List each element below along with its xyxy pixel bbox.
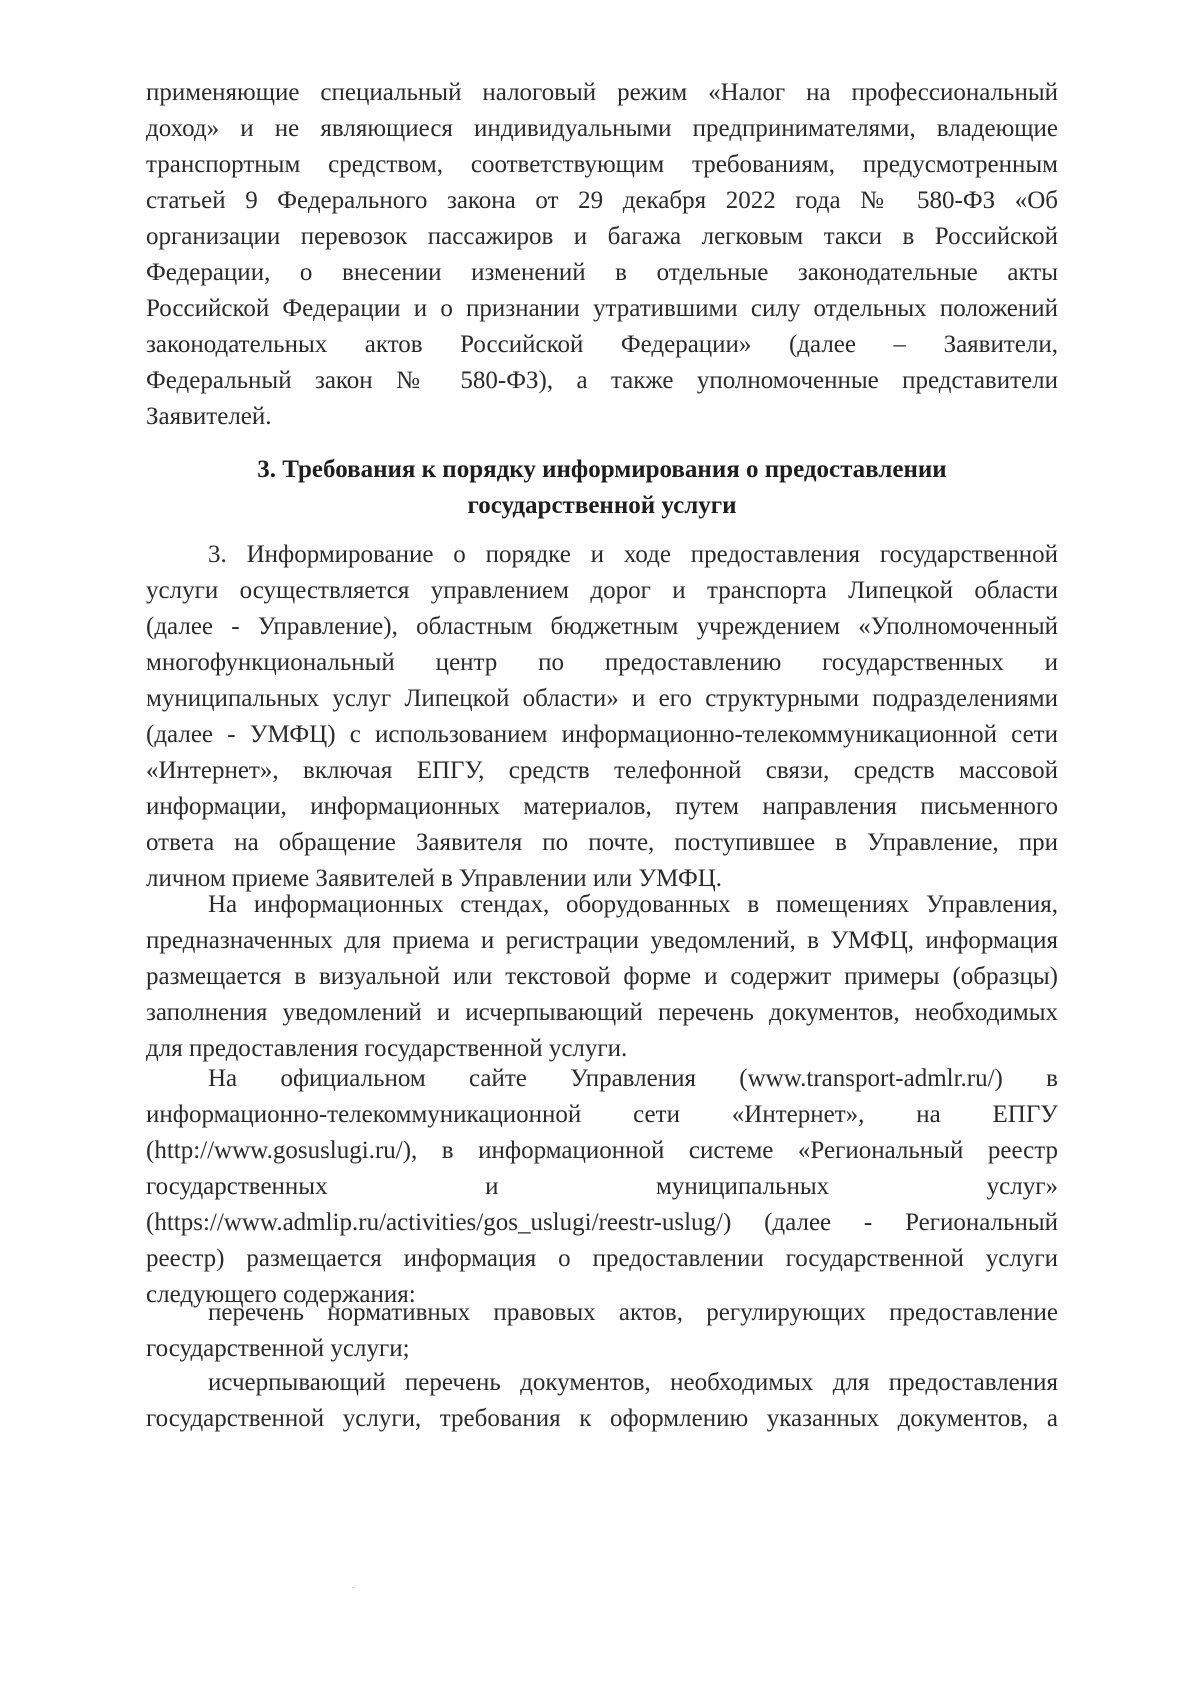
text-line: Заявителей. (146, 403, 272, 430)
text-line: 3. Информирование о порядке и ходе предоставления государственной (208, 541, 1058, 568)
text-line: следующего содержания: (146, 1281, 416, 1308)
text-line: На официальном сайте Управления (www.transport-admlr.ru/) в (208, 1065, 1058, 1092)
scan-speck (352, 1587, 355, 1588)
text-line: размещается в визуальной или текстовой форме и содержит примеры (образцы) (146, 963, 1058, 990)
text-line: На информационных стендах, оборудованных в помещениях Управления, (208, 891, 1058, 918)
text-line: законодательных актов Российской Федерации» (далее – Заявители, (146, 331, 1058, 358)
text-line: Федеральный закон № 580-ФЗ), а также уполномоченные представители (146, 367, 1058, 394)
text-line: государственных и муниципальных услуг» (146, 1173, 1058, 1200)
text-line: ответа на обращение Заявителя по почте, поступившее в Управление, при (146, 829, 1058, 856)
text-line: (далее - УМФЦ) с использованием информационно-телекоммуникационной сети (146, 721, 1058, 748)
text-line: (далее - Управление), областным бюджетным учреждением «Уполномоченный (146, 613, 1058, 640)
section-heading (146, 452, 1058, 524)
text-line: доход» и не являющиеся индивидуальными предпринимателями, владеющие (146, 115, 1058, 142)
text-line: информационно-телекоммуникационной сети «Интернет», на ЕПГУ (146, 1101, 1058, 1128)
text-line: многофункциональный центр по предоставлению государственных и (146, 649, 1058, 676)
heading-line: 3. Требования к порядку информирования о предоставлении (257, 456, 947, 483)
text-line: предназначенных для приема и регистрации уведомлений, в УМФЦ, информация (146, 927, 1058, 954)
text-line: реестр) размещается информация о предоставлении государственной услуги (146, 1245, 1058, 1272)
heading-line: государственной услуги (467, 492, 737, 519)
text-line: организации перевозок пассажиров и багажа легковым такси в Российской (146, 223, 1058, 250)
text-line: исчерпывающий перечень документов, необходимых для предоставления (208, 1369, 1058, 1396)
text-line: применяющие специальный налоговый режим «Налог на профессиональный (146, 79, 1058, 106)
text-line: личном приеме Заявителей в Управлении или УМФЦ. (146, 865, 723, 892)
text-line: государственной услуги, требования к оформлению указанных документов, а (146, 1405, 1058, 1432)
text-line: транспортным средством, соответствующим требованиям, предусмотренным (146, 151, 1058, 178)
text-line: (http://www.gosuslugi.ru/), в информационной системе «Региональный реестр (146, 1137, 1058, 1164)
text-line: государственной услуги; (146, 1335, 410, 1362)
text-line: информации, информационных материалов, путем направления письменного (146, 793, 1058, 820)
text-line: перечень нормативных правовых актов, регулирующих предоставление (208, 1299, 1058, 1326)
text-line: (https://www.admlip.ru/activities/gos_uslugi/reestr-uslug/) (далее - Региональный (146, 1209, 1058, 1236)
text-line: для предоставления государственной услуги. (146, 1035, 628, 1062)
text-line: муниципальных услуг Липецкой области» и его структурными подразделениями (146, 685, 1058, 712)
text-line: услуги осуществляется управлением дорог и транспорта Липецкой области (146, 577, 1058, 604)
text-line: статьей 9 Федерального закона от 29 декабря 2022 года № 580-ФЗ «Об (146, 187, 1058, 214)
text-line: заполнения уведомлений и исчерпывающий перечень документов, необходимых (146, 999, 1058, 1026)
text-line: «Интернет», включая ЕПГУ, средств телефонной связи, средств массовой (146, 757, 1058, 784)
text-line: Российской Федерации и о признании утратившими силу отдельных положений (146, 295, 1058, 322)
text-line: Федерации, о внесении изменений в отдельные законодательные акты (146, 259, 1058, 286)
